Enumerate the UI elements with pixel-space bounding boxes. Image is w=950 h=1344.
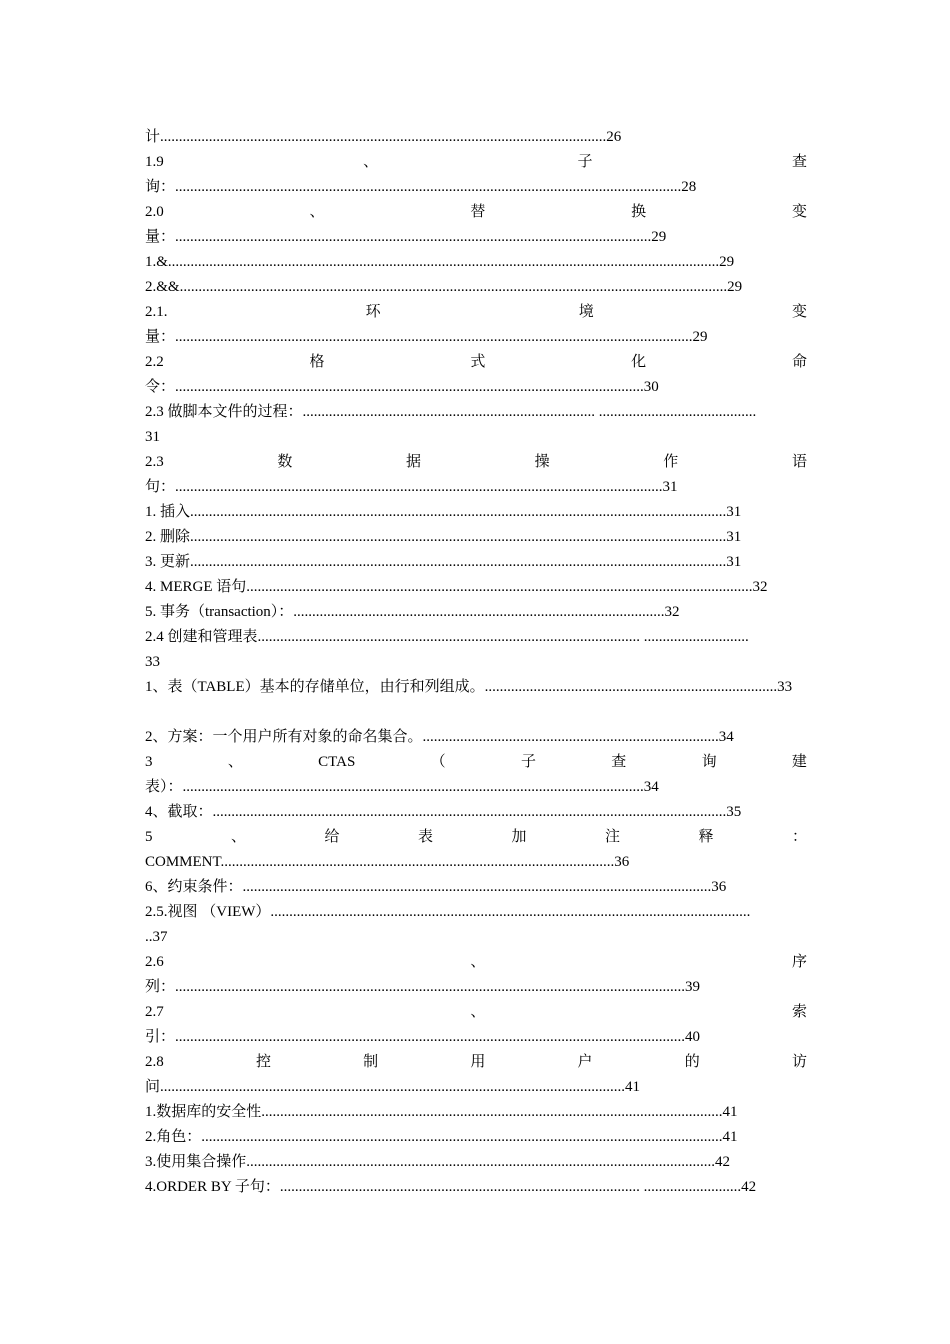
toc-token: 式 bbox=[470, 354, 486, 370]
toc-token: 查 bbox=[791, 154, 807, 170]
toc-line: 1.数据库的安全性...........................................................................................................................41 bbox=[145, 1104, 738, 1120]
toc-line-spread bbox=[145, 1050, 807, 1075]
toc-line-spread bbox=[145, 450, 807, 475]
toc-line: 4、截取：.........................................................................................................................................35 bbox=[145, 804, 742, 820]
toc-token: 语 bbox=[791, 454, 807, 470]
toc-token: 格 bbox=[309, 354, 325, 370]
toc-line: 33 bbox=[145, 654, 160, 670]
toc-token: 2.7 bbox=[145, 1004, 164, 1020]
toc-token: 作 bbox=[663, 454, 679, 470]
toc-token: 加 bbox=[511, 829, 527, 845]
toc-line: 引：........................................................................................................................................40 bbox=[145, 1029, 701, 1045]
toc-line: 量：..........................................................................................................................................29 bbox=[145, 329, 708, 345]
toc-line: 3.使用集合操作.............................................................................................................................42 bbox=[145, 1154, 731, 1170]
toc-line: 5. 事务（transaction）：...................................................................................................32 bbox=[145, 604, 680, 620]
toc-line: 1、表（TABLE）基本的存储单位，由行和列组成。..............................................................................33 bbox=[145, 679, 793, 695]
toc-line: 31 bbox=[145, 429, 160, 445]
toc-token: 2.1. bbox=[145, 304, 168, 320]
toc-line: 3. 更新...............................................................................................................................................31 bbox=[145, 554, 742, 570]
toc-token: 境 bbox=[578, 304, 594, 320]
toc-token: 子 bbox=[520, 754, 536, 770]
toc-line: 2.&&..................................................................................................................................................29 bbox=[145, 279, 743, 295]
toc-token: 给 bbox=[324, 829, 340, 845]
toc-line: COMMENT.........................................................................................................36 bbox=[145, 854, 630, 870]
toc-line: 计.......................................................................................................................26 bbox=[145, 129, 622, 145]
toc-line: 句：..................................................................................................................................31 bbox=[145, 479, 678, 495]
toc-token: 操 bbox=[534, 454, 550, 470]
toc-token: 2.2 bbox=[145, 354, 164, 370]
toc-token: 序 bbox=[791, 954, 807, 970]
toc-token: 据 bbox=[406, 454, 422, 470]
toc-token: 数 bbox=[277, 454, 293, 470]
toc-line-spread bbox=[145, 825, 807, 850]
toc-line-spread bbox=[145, 950, 807, 975]
toc-line: ..37 bbox=[145, 929, 168, 945]
toc-token: 2.8 bbox=[145, 1054, 164, 1070]
toc-token: 、 bbox=[470, 1004, 486, 1020]
toc-line: 令：.............................................................................................................................30 bbox=[145, 379, 659, 395]
toc-line: 4. MERGE 语句.......................................................................................................................................32 bbox=[145, 579, 768, 595]
toc-token: 释 bbox=[698, 829, 714, 845]
toc-line: 量：...............................................................................................................................29 bbox=[145, 229, 667, 245]
toc-token: 化 bbox=[631, 354, 647, 370]
toc-token: 1.9 bbox=[145, 154, 164, 170]
toc-token: 变 bbox=[791, 304, 807, 320]
toc-token: 访 bbox=[791, 1054, 807, 1070]
toc-token: 建 bbox=[791, 754, 807, 770]
toc-line: 6、约束条件：.............................................................................................................................36 bbox=[145, 879, 727, 895]
toc-line: 2.3 做脚本文件的过程：.............................................................................. .......................................... bbox=[145, 404, 757, 420]
toc-token: 子 bbox=[577, 154, 593, 170]
toc-line: 2.5.视图 （VIEW）................................................................................................................................ bbox=[145, 904, 751, 920]
toc-token: 索 bbox=[791, 1004, 807, 1020]
toc-token: 的 bbox=[684, 1054, 700, 1070]
toc-token: 用 bbox=[470, 1054, 486, 1070]
toc-line: 问............................................................................................................................41 bbox=[145, 1079, 641, 1095]
toc-token: 替 bbox=[470, 204, 486, 220]
toc-line: 2、方案：一个用户所有对象的命名集合。...............................................................................34 bbox=[145, 729, 734, 745]
toc-line: 2.4 创建和管理表...................................................................................................... ............................ bbox=[145, 629, 749, 645]
toc-token: 注 bbox=[604, 829, 620, 845]
toc-token: 表 bbox=[417, 829, 433, 845]
toc-token: 、 bbox=[227, 754, 243, 770]
toc-line: 4.ORDER BY 子句：................................................................................................ ..........................42 bbox=[145, 1179, 757, 1195]
toc-line: 2.角色：...........................................................................................................................................41 bbox=[145, 1129, 738, 1145]
toc-line-spread bbox=[145, 300, 807, 325]
toc-token: 控 bbox=[255, 1054, 271, 1070]
toc-token: （ bbox=[430, 754, 446, 770]
toc-line-spread bbox=[145, 1000, 807, 1025]
toc-token: 5 bbox=[145, 829, 153, 845]
toc-token: 2.0 bbox=[145, 204, 164, 220]
toc-token: 查 bbox=[611, 754, 627, 770]
toc-line: 询：.......................................................................................................................................28 bbox=[145, 179, 697, 195]
toc-line: 列：........................................................................................................................................39 bbox=[145, 979, 701, 995]
toc-token: CTAS bbox=[318, 754, 356, 770]
toc-token: 命 bbox=[791, 354, 807, 370]
toc-line: 1. 插入...............................................................................................................................................31 bbox=[145, 504, 742, 520]
toc-line: 2. 删除...............................................................................................................................................31 bbox=[145, 529, 742, 545]
toc-token: 换 bbox=[631, 204, 647, 220]
toc-line-spread bbox=[145, 200, 807, 225]
toc-token: 、 bbox=[470, 954, 486, 970]
toc-token: 3 bbox=[145, 754, 153, 770]
toc-line: 表）：...........................................................................................................................34 bbox=[145, 779, 659, 795]
toc-token: 询 bbox=[701, 754, 717, 770]
toc-token: 、 bbox=[309, 204, 325, 220]
toc-token: 2.6 bbox=[145, 954, 164, 970]
toc-token: 制 bbox=[363, 1054, 379, 1070]
toc-line-spread bbox=[145, 350, 807, 375]
toc-token: 环 bbox=[365, 304, 381, 320]
toc-token: 变 bbox=[791, 204, 807, 220]
toc-token: 2.3 bbox=[145, 454, 164, 470]
toc-token: ： bbox=[791, 829, 807, 845]
toc-token: 、 bbox=[230, 829, 246, 845]
toc-token: 、 bbox=[363, 154, 379, 170]
toc-line: 1.&...................................................................................................................................................29 bbox=[145, 254, 735, 270]
toc-token: 户 bbox=[577, 1054, 593, 1070]
toc-line-spread bbox=[145, 150, 807, 175]
toc-line-spread bbox=[145, 750, 807, 775]
